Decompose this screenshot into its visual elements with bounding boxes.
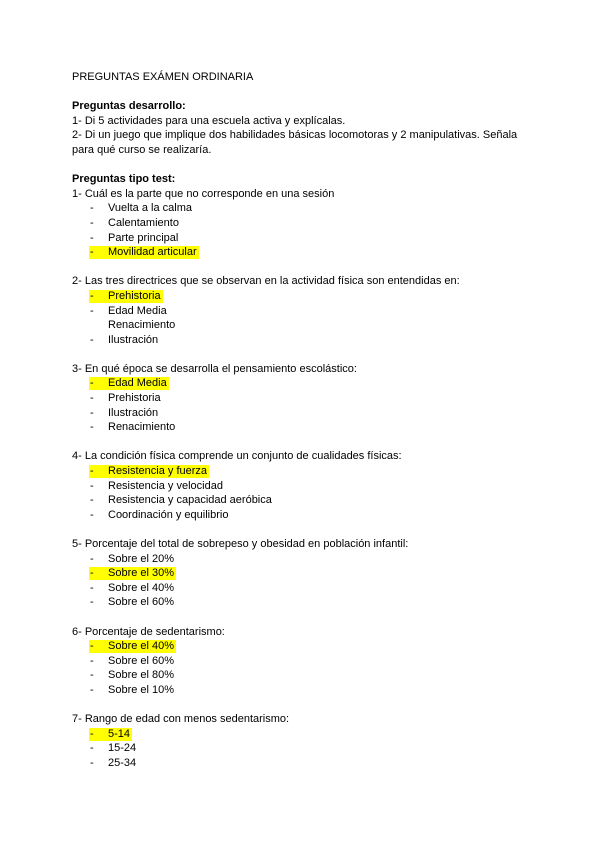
answer-options bbox=[72, 552, 542, 610]
answer-options bbox=[72, 727, 542, 771]
answer-option-highlighted bbox=[72, 639, 542, 654]
answer-option-highlighted bbox=[72, 464, 542, 479]
answer-option bbox=[72, 493, 542, 508]
document-page bbox=[72, 70, 542, 771]
answer-option bbox=[72, 741, 542, 756]
spacer bbox=[72, 435, 542, 450]
list-dash: - bbox=[90, 465, 94, 478]
answer-option-label: 15-24 bbox=[108, 742, 137, 755]
answer-option bbox=[72, 333, 542, 348]
answer-option-label: Vuelta a la calma bbox=[108, 202, 192, 215]
answer-options bbox=[72, 639, 542, 697]
list-dash: - bbox=[90, 202, 94, 215]
answer-options bbox=[72, 289, 542, 347]
list-dash: - bbox=[90, 304, 94, 317]
question-block bbox=[72, 362, 542, 450]
answer-option-label: Sobre el 80% bbox=[108, 669, 175, 682]
question-text: 1- Cuál es la parte que no corresponde en una sesión bbox=[72, 187, 335, 200]
question-block bbox=[72, 712, 542, 770]
answer-option-label: Edad Media bbox=[108, 304, 167, 317]
question-text: 4- La condición física comprende un conjunto de cualidades físicas: bbox=[72, 450, 402, 463]
spacer bbox=[72, 260, 542, 275]
question-block bbox=[72, 187, 542, 275]
section-heading-test: Preguntas tipo test: bbox=[72, 173, 176, 186]
answer-option-label: Movilidad articular bbox=[108, 246, 197, 259]
list-dash: - bbox=[90, 756, 94, 769]
answer-option bbox=[72, 201, 542, 216]
question-block bbox=[72, 625, 542, 713]
document-title: PREGUNTAS EXÁMEN ORDINARIA bbox=[72, 71, 254, 83]
answer-option-label: Sobre el 20% bbox=[108, 552, 175, 565]
list-dash: - bbox=[90, 231, 94, 244]
list-dash: - bbox=[90, 479, 94, 492]
answer-option bbox=[72, 318, 542, 333]
answer-option bbox=[72, 552, 542, 567]
answer-option-label: Resistencia y velocidad bbox=[108, 479, 223, 492]
list-dash: - bbox=[90, 727, 94, 740]
answer-option-highlighted bbox=[72, 245, 542, 260]
spacer bbox=[72, 158, 542, 173]
list-dash: - bbox=[90, 508, 94, 521]
list-dash: - bbox=[90, 333, 94, 346]
answer-option-label: Sobre el 10% bbox=[108, 683, 175, 696]
answer-option bbox=[72, 231, 542, 246]
answer-option-label: Sobre el 40% bbox=[108, 581, 175, 594]
answer-option bbox=[72, 304, 542, 319]
answer-options bbox=[72, 201, 542, 259]
answer-option-label: Sobre el 60% bbox=[108, 654, 175, 667]
answer-option-label: 5-14 bbox=[108, 727, 131, 740]
list-dash: - bbox=[90, 669, 94, 682]
question-text: 3- En qué época se desarrolla el pensamiento escolástico: bbox=[72, 362, 357, 375]
question-text: 5- Porcentaje del total de sobrepeso y obesidad en población infantil: bbox=[72, 538, 409, 550]
answer-option-label: Sobre el 60% bbox=[108, 596, 175, 609]
answer-option-highlighted bbox=[72, 566, 542, 581]
answer-option-label: Prehistoria bbox=[108, 392, 161, 405]
list-dash: - bbox=[90, 216, 94, 229]
list-dash: - bbox=[90, 494, 94, 507]
answer-option-label: Coordinación y equilibrio bbox=[108, 508, 229, 521]
answer-options bbox=[72, 376, 542, 434]
desarrollo-item: 1- Di 5 actividades para una escuela activa y explícalas. bbox=[72, 114, 346, 127]
answer-option-label: Edad Media bbox=[108, 377, 167, 390]
list-dash: - bbox=[90, 683, 94, 696]
answer-option bbox=[72, 391, 542, 406]
answer-option bbox=[72, 683, 542, 698]
list-dash: - bbox=[90, 596, 94, 609]
answer-option bbox=[72, 595, 542, 610]
desarrollo-item: 2- Di un juego que implique dos habilidades básicas locomotoras y 2 manipulativas. Señala para qué curso se realizaría. bbox=[72, 129, 518, 156]
question-block bbox=[72, 274, 542, 362]
question-block bbox=[72, 537, 542, 625]
answer-option-label: Renacimiento bbox=[108, 319, 176, 332]
answer-option-highlighted bbox=[72, 289, 542, 304]
list-dash: - bbox=[90, 406, 94, 419]
answer-option bbox=[72, 406, 542, 421]
test-question-list bbox=[72, 187, 542, 771]
list-dash: - bbox=[90, 640, 94, 653]
answer-option bbox=[72, 581, 542, 596]
spacer bbox=[72, 698, 542, 713]
list-dash: - bbox=[90, 246, 94, 259]
spacer bbox=[72, 347, 542, 362]
list-dash: - bbox=[90, 392, 94, 405]
list-dash: - bbox=[90, 567, 94, 580]
list-dash: - bbox=[90, 421, 94, 434]
answer-option bbox=[72, 654, 542, 669]
answer-option bbox=[72, 756, 542, 771]
answer-option-label: Sobre el 40% bbox=[108, 640, 175, 653]
answer-option-label: Resistencia y capacidad aeróbica bbox=[108, 494, 272, 507]
spacer bbox=[72, 522, 542, 537]
section-heading-desarrollo: Preguntas desarrollo: bbox=[72, 100, 186, 113]
list-dash: - bbox=[90, 552, 94, 565]
answer-option-highlighted bbox=[72, 727, 542, 742]
answer-option-label: Ilustración bbox=[108, 333, 159, 346]
question-text: 7- Rango de edad con menos sedentarismo: bbox=[72, 713, 290, 726]
answer-option-label: Renacimiento bbox=[108, 421, 176, 434]
list-dash: - bbox=[90, 654, 94, 667]
answer-option-label: Prehistoria bbox=[108, 289, 161, 302]
answer-option-label: Calentamiento bbox=[108, 216, 179, 229]
answer-option-label: Ilustración bbox=[108, 406, 159, 419]
answer-option bbox=[72, 420, 542, 435]
answer-option bbox=[72, 479, 542, 494]
list-dash: - bbox=[90, 289, 94, 302]
answer-option-label: Resistencia y fuerza bbox=[108, 465, 208, 478]
answer-option-highlighted bbox=[72, 376, 542, 391]
question-text: 2- Las tres directrices que se observan en la actividad física son entendidas en: bbox=[72, 275, 460, 288]
answer-option-label: Parte principal bbox=[108, 231, 179, 244]
answer-option-label: 25-34 bbox=[108, 756, 137, 769]
list-dash: - bbox=[90, 742, 94, 755]
answer-options bbox=[72, 464, 542, 522]
answer-option bbox=[72, 668, 542, 683]
list-dash: - bbox=[90, 377, 94, 390]
list-dash: - bbox=[90, 581, 94, 594]
answer-option bbox=[72, 216, 542, 231]
question-text: 6- Porcentaje de sedentarismo: bbox=[72, 625, 225, 638]
spacer bbox=[72, 610, 542, 625]
answer-option-label: Sobre el 30% bbox=[108, 567, 175, 580]
answer-option bbox=[72, 508, 542, 523]
question-block bbox=[72, 449, 542, 537]
